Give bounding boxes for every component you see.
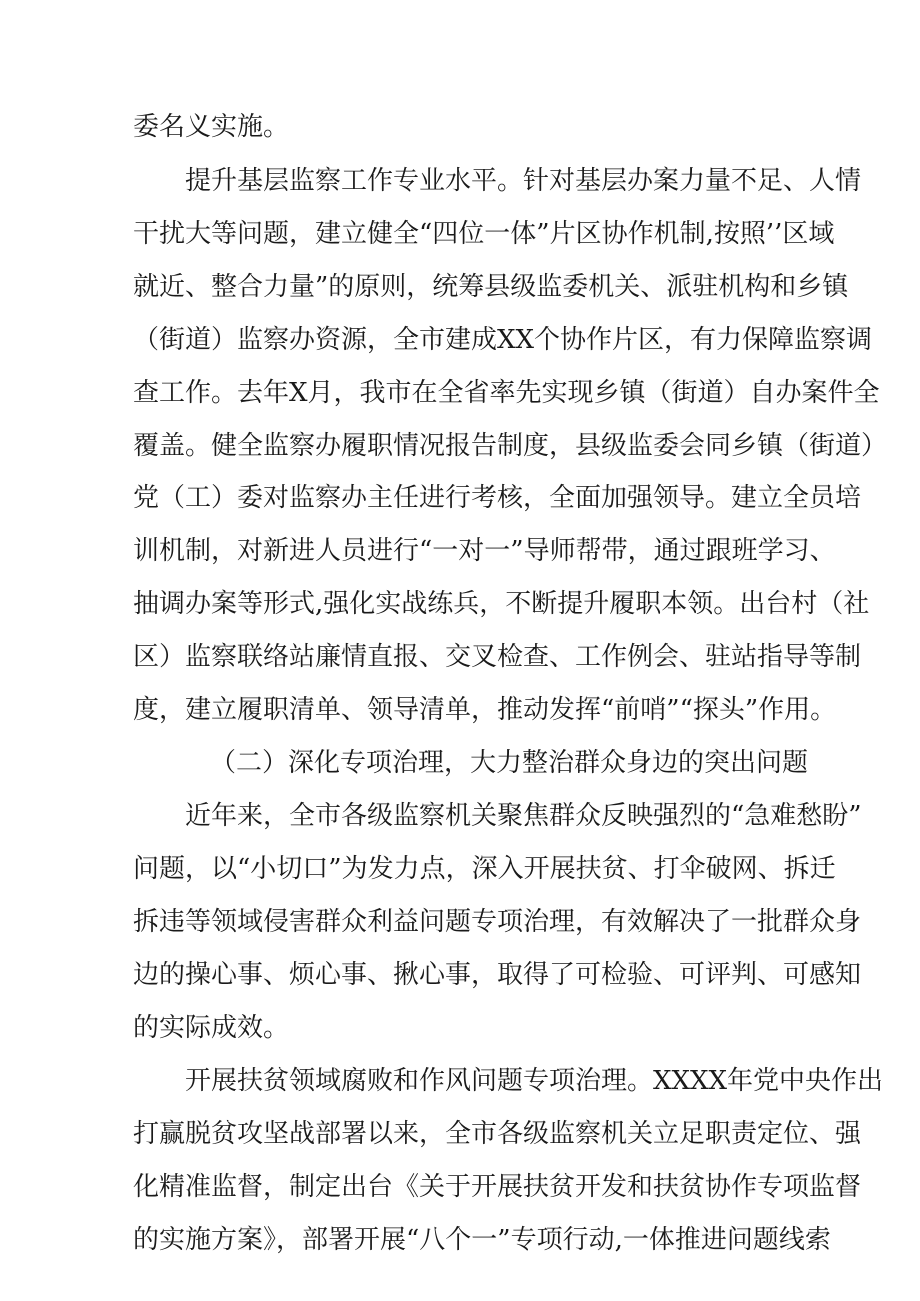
text-line: 开展扶贫领域腐败和作风问题专项治理。XXXX年党中央作出 [185, 1066, 884, 1096]
text-line: 干扰大等问题，建立健全“四位一体”片区协作机制,按照’’区域 [133, 219, 835, 249]
text-line: 党（工）委对监察办主任进行考核，全面加强领导。建立全员培 [133, 483, 862, 513]
text-line: 提升基层监察工作专业水平。针对基层办案力量不足、人情 [185, 166, 862, 196]
text-line: 边的操心事、烦心事、揪心事，取得了可检验、可评判、可感知 [133, 960, 862, 990]
text-line: 的实施方案》，部署开展“八个一”专项行动,一体推进问题线索 [133, 1225, 831, 1255]
text-line: 拆违等领域侵害群众利益问题专项治理，有效解决了一批群众身 [133, 907, 862, 937]
text-line: 的实际成效。 [133, 1013, 290, 1043]
text-line: 覆盖。健全监察办履职情况报告制度，县级监委会同乡镇（街道） [133, 431, 888, 461]
text-line: 问题，以“小切口”为发力点，深入开展扶贫、打伞破网、拆迁 [133, 854, 836, 884]
text-line: 化精准监督，制定出台《关于开展扶贫开发和扶贫协作专项监督 [133, 1172, 862, 1202]
text-line: 委名义实施。 [133, 112, 290, 142]
text-line: 度，建立履职清单、领导清单，推动发挥“前哨”“探头”作用。 [133, 695, 837, 725]
text-line: 打赢脱贫攻坚战部署以来，全市各级监察机关立足职责定位、强 [133, 1119, 862, 1149]
text-line: 区）监察联络站廉情直报、交叉检查、工作例会、驻站指导等制 [133, 642, 862, 672]
text-line: （街道）监察办资源，全市建成XX个协作片区，有力保障监察调 [133, 325, 873, 355]
text-line: 抽调办案等形式,强化实战练兵，不断提升履职本领。出台村（社 [133, 589, 870, 619]
section-heading: （二）深化专项治理，大力整治群众身边的突出问题 [210, 748, 809, 778]
text-line: 查工作。去年X月，我市在全省率先实现乡镇（街道）自办案件全 [133, 378, 880, 408]
text-line: 训机制，对新进人员进行“一对一”导师帮带，通过跟班学习、 [133, 536, 836, 566]
text-line: 就近、整合力量”的原则，统筹县级监委机关、派驻机构和乡镇 [133, 272, 849, 302]
text-line: 近年来，全市各级监察机关聚焦群众反映强烈的“急难愁盼” [185, 801, 862, 831]
